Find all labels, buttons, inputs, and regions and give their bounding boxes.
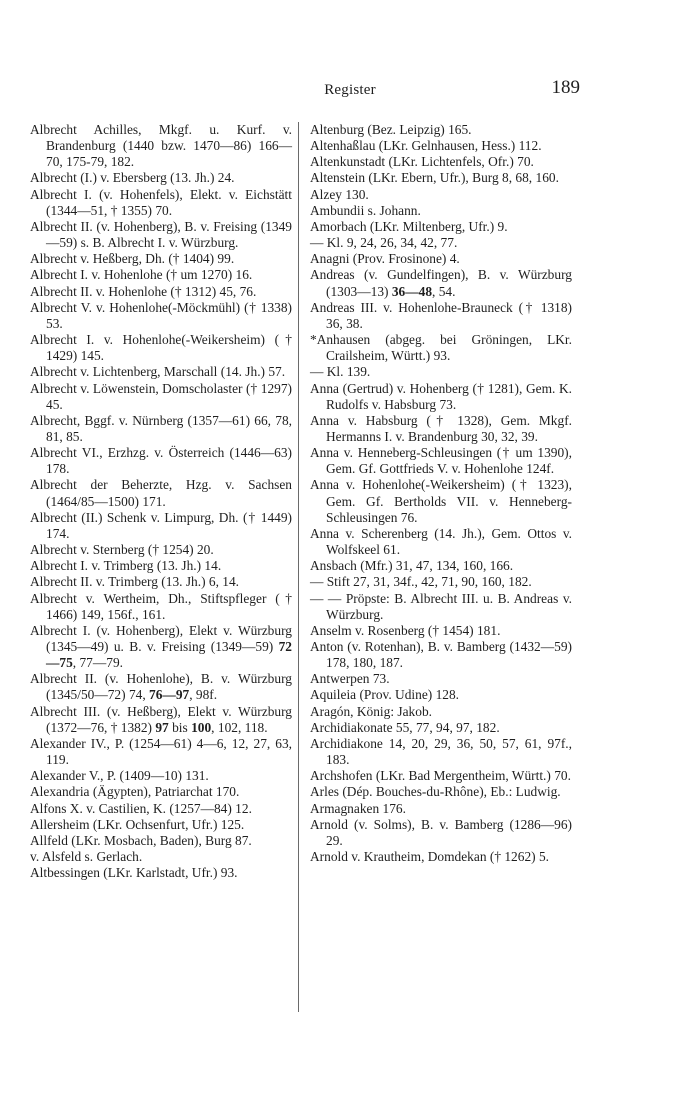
- index-entry: Alexander IV., P. (1254—61) 4—6, 12, 27, 63, 119.: [30, 735, 292, 768]
- index-entry: Albrecht Achilles, Mkgf. u. Kurf. v. Brandenburg (1440 bzw. 1470—86) 166—70, 175-79, 182.: [30, 122, 292, 170]
- index-entry: Altenhaßlau (LKr. Gelnhausen, Hess.) 112.: [310, 138, 542, 154]
- index-entry: Altenburg (Bez. Leipzig) 165.: [310, 122, 472, 137]
- index-entry: Albrecht v. Lichtenberg, Marschall (14. Jh.) 57.: [30, 364, 286, 380]
- index-entry: — Stift 27, 31, 34f., 42, 71, 90, 160, 182.: [310, 574, 532, 590]
- index-entry: Arnold (v. Solms), B. v. Bamberg (1286—96) 29.: [310, 816, 572, 848]
- index-column-left: [30, 122, 292, 881]
- index-entry: *Anhausen (abgeg. bei Gröningen, LKr. Crailsheim, Württ.) 93.: [310, 332, 572, 364]
- index-entry: Antwerpen 73.: [310, 671, 390, 687]
- index-entry: Albrecht I. (v. Hohenberg), Elekt v. Würzburg (1345—49) u. B. v. Freising (1349—59) 72—75, 77—79.: [30, 622, 292, 671]
- running-title: Register: [324, 82, 376, 98]
- index-entry: Albrecht II. (v. Hohenlohe), B. v. Würzburg (1345/50—72) 74, 76—97, 98f.: [30, 671, 292, 703]
- index-entry: Arnold v. Krautheim, Domdekan († 1262) 5.: [310, 849, 549, 865]
- index-entry: Anna v. Henneberg-Schleusingen († um 1390), Gem. Gf. Gottfrieds V. v. Hohenlohe 124f.: [310, 445, 572, 477]
- index-entry: Albrecht III. (v. Heßberg), Elekt v. Würzburg (1372—76, † 1382) 97 bis 100, 102, 118.: [30, 703, 292, 735]
- index-entry: Albrecht v. Sternberg († 1254) 20.: [30, 542, 214, 558]
- index-entry: Albrecht v. Löwenstein, Domscholaster († 1297) 45.: [30, 380, 292, 412]
- index-entry: Anna v. Scherenberg (14. Jh.), Gem. Ottos v. Wolfskeel 61.: [310, 525, 572, 558]
- index-entry: Ambundii s. Johann.: [310, 202, 421, 218]
- index-entry: v. Alsfeld s. Gerlach.: [30, 849, 143, 865]
- index-entry: Altenstein (LKr. Ebern, Ufr.), Burg 8, 68, 160.: [310, 170, 559, 186]
- index-entry: Albrecht V. v. Hohenlohe(-Möckmühl) († 1338) 53.: [30, 299, 292, 331]
- index-entry: Albrecht (I.) v. Ebersberg (13. Jh.) 24.: [30, 170, 235, 186]
- index-entry: Archidiakone 14, 20, 29, 36, 50, 57, 61, 97f., 183.: [310, 735, 572, 768]
- index-entry: Albrecht I. v. Hohenlohe († um 1270) 16.: [30, 267, 253, 283]
- index-entry: Alzey 130.: [310, 186, 369, 202]
- index-entry: Anna v. Habsburg († 1328), Gem. Mkgf. Hermanns I. v. Brandenburg 30, 32, 39.: [310, 412, 572, 444]
- index-entry: — Kl. 139.: [310, 364, 371, 380]
- index-entry: Albrecht v. Wertheim, Dh., Stiftspfleger († 1466) 149, 156f., 161.: [30, 590, 292, 622]
- index-entry: Albrecht II. (v. Hohenberg), B. v. Freising (1349—59) s. B. Albrecht I. v. Würzburg.: [30, 218, 292, 251]
- index-entry: Altbessingen (LKr. Karlstadt, Ufr.) 93.: [30, 865, 238, 881]
- page-number: 189: [551, 77, 580, 98]
- index-entry: Albrecht VI., Erzhzg. v. Österreich (1446—63) 178.: [30, 445, 292, 477]
- index-entry: Albrecht II. v. Trimberg (13. Jh.) 6, 14.: [30, 574, 240, 590]
- index-entry: — — Pröpste: B. Albrecht III. u. B. Andreas v. Würzburg.: [310, 590, 572, 622]
- index-entry: Armagnaken 176.: [310, 800, 406, 816]
- index-entry: Anna (Gertrud) v. Hohenberg († 1281), Gem. K. Rudolfs v. Habsburg 73.: [310, 380, 572, 412]
- index-entry: Albrecht I. v. Trimberg (13. Jh.) 14.: [30, 558, 222, 574]
- index-entry: Albrecht, Bggf. v. Nürnberg (1357—61) 66, 78, 81, 85.: [30, 412, 292, 444]
- page-header: [0, 77, 700, 104]
- index-entry: Anagni (Prov. Frosinone) 4.: [310, 251, 460, 267]
- index-entry: Alfons X. v. Castilien, K. (1257—84) 12.: [30, 800, 252, 816]
- index-entry: Ansbach (Mfr.) 31, 47, 134, 160, 166.: [310, 558, 514, 574]
- index-entry: Anna v. Hohenlohe(-Weikersheim) († 1323), Gem. Gf. Bertholds VII. v. Henneberg-Schleusingen 76.: [310, 477, 572, 525]
- index-entry: Allersheim (LKr. Ochsenfurt, Ufr.) 125.: [30, 816, 245, 832]
- index-entry: Albrecht der Beherzte, Hzg. v. Sachsen (1464/85—1500) 171.: [30, 477, 292, 509]
- index-entry: Aragón, König: Jakob.: [310, 703, 432, 719]
- index-entry: Anselm v. Rosenberg († 1454) 181.: [310, 622, 501, 638]
- index-entry: Andreas III. v. Hohenlohe-Brauneck († 1318) 36, 38.: [310, 299, 572, 331]
- index-entry: Archshofen (LKr. Bad Mergentheim, Württ.) 70.: [310, 768, 571, 784]
- index-entry: Albrecht I. (v. Hohenfels), Elekt. v. Eichstätt (1344—51, † 1355) 70.: [30, 186, 292, 218]
- index-entry: Albrecht (II.) Schenk v. Limpurg, Dh. († 1449) 174.: [30, 509, 292, 541]
- index-entry: Alexandria (Ägypten), Patriarchat 170.: [30, 784, 240, 800]
- index-entry: Archidiakonate 55, 77, 94, 97, 182.: [310, 719, 500, 735]
- index-entry: Amorbach (LKr. Miltenberg, Ufr.) 9.: [310, 218, 508, 234]
- index-entry: Aquileia (Prov. Udine) 128.: [310, 687, 460, 703]
- column-divider: [298, 122, 299, 1012]
- index-entry: Allfeld (LKr. Mosbach, Baden), Burg 87.: [30, 832, 252, 848]
- index-entry: Alexander V., P. (1409—10) 131.: [30, 768, 209, 784]
- index-entry: Albrecht v. Heßberg, Dh. († 1404) 99.: [30, 251, 235, 267]
- index-entry: Andreas (v. Gundelfingen), B. v. Würzburg (1303—13) 36—48, 54.: [310, 267, 572, 299]
- index-entry: Albrecht II. v. Hohenlohe († 1312) 45, 76.: [30, 283, 257, 299]
- index-column-right: [310, 122, 572, 865]
- index-entry: — Kl. 9, 24, 26, 34, 42, 77.: [310, 235, 458, 251]
- index-entry: Altenkunstadt (LKr. Lichtenfels, Ofr.) 70.: [310, 154, 534, 170]
- index-entry: Arles (Dép. Bouches-du-Rhône), Eb.: Ludwig.: [310, 784, 561, 800]
- index-entry: Albrecht I. v. Hohenlohe(-Weikersheim) († 1429) 145.: [30, 332, 292, 364]
- index-entry: Anton (v. Rotenhan), B. v. Bamberg (1432—59) 178, 180, 187.: [310, 639, 572, 671]
